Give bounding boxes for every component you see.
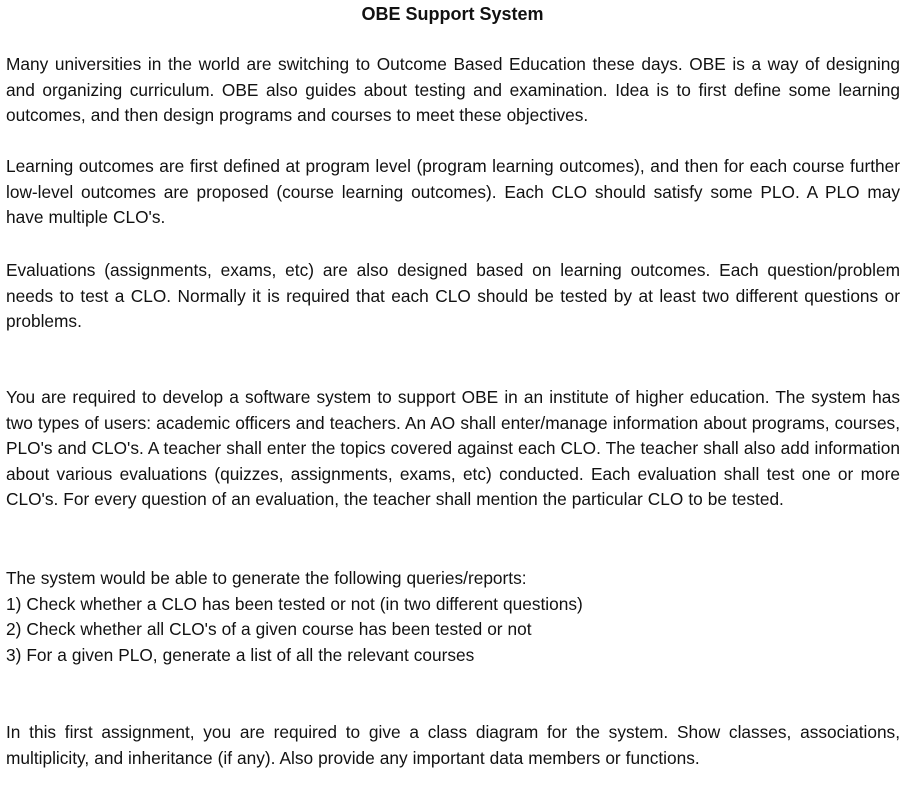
document-title: OBE Support System bbox=[361, 4, 544, 24]
paragraph-system-requirements: You are required to develop a software system to support OBE in an institute of higher education. The system has two types of users: academic officers and teachers. An AO shall enter/manage information about programs, courses, PLO's and CLO's. A teacher shall enter the topics covered against each CLO. The teacher shall also add information about various evaluations (quizzes, assignments, exams, etc) conducted. Each evaluation shall test one or more CLO's. For every question of an evaluation, the teacher shall mention the particular CLO to be tested. bbox=[6, 387, 900, 509]
query-item-2: 2) Check whether all CLO's of a given course has been tested or not bbox=[6, 619, 532, 639]
query-item-1: 1) Check whether a CLO has been tested or not (in two different questions) bbox=[6, 593, 583, 614]
paragraph-learning-outcomes: Learning outcomes are first defined at program level (program learning outcomes), and then for each course further low-level outcomes are proposed (course learning outcomes). Each CLO should satisfy some PLO. A PLO may have multiple CLO's. bbox=[6, 156, 900, 227]
paragraph-assignment-task: In this first assignment, you are required to give a class diagram for the system. Show classes, associations, multiplicity, and inheritance (if any). Also provide any important data members or functions. bbox=[6, 722, 900, 768]
query-item-3: 3) For a given PLO, generate a list of all the relevant courses bbox=[6, 644, 475, 665]
paragraph-evaluations: Evaluations (assignments, exams, etc) are also designed based on learning outcomes. Each question/problem needs to test a CLO. Normally it is required that each CLO should be tested by at least two different questions or problems. bbox=[6, 260, 900, 331]
paragraph-obe-intro: Many universities in the world are switching to Outcome Based Education these days. OBE is a way of designing and organizing curriculum. OBE also guides about testing and examination. Idea is to first define some learning outcomes, and then design programs and courses to meet these objectives. bbox=[6, 54, 900, 125]
paragraph-queries-reports bbox=[6, 566, 900, 668]
queries-intro: The system would be able to generate the following queries/reports: bbox=[6, 568, 527, 588]
